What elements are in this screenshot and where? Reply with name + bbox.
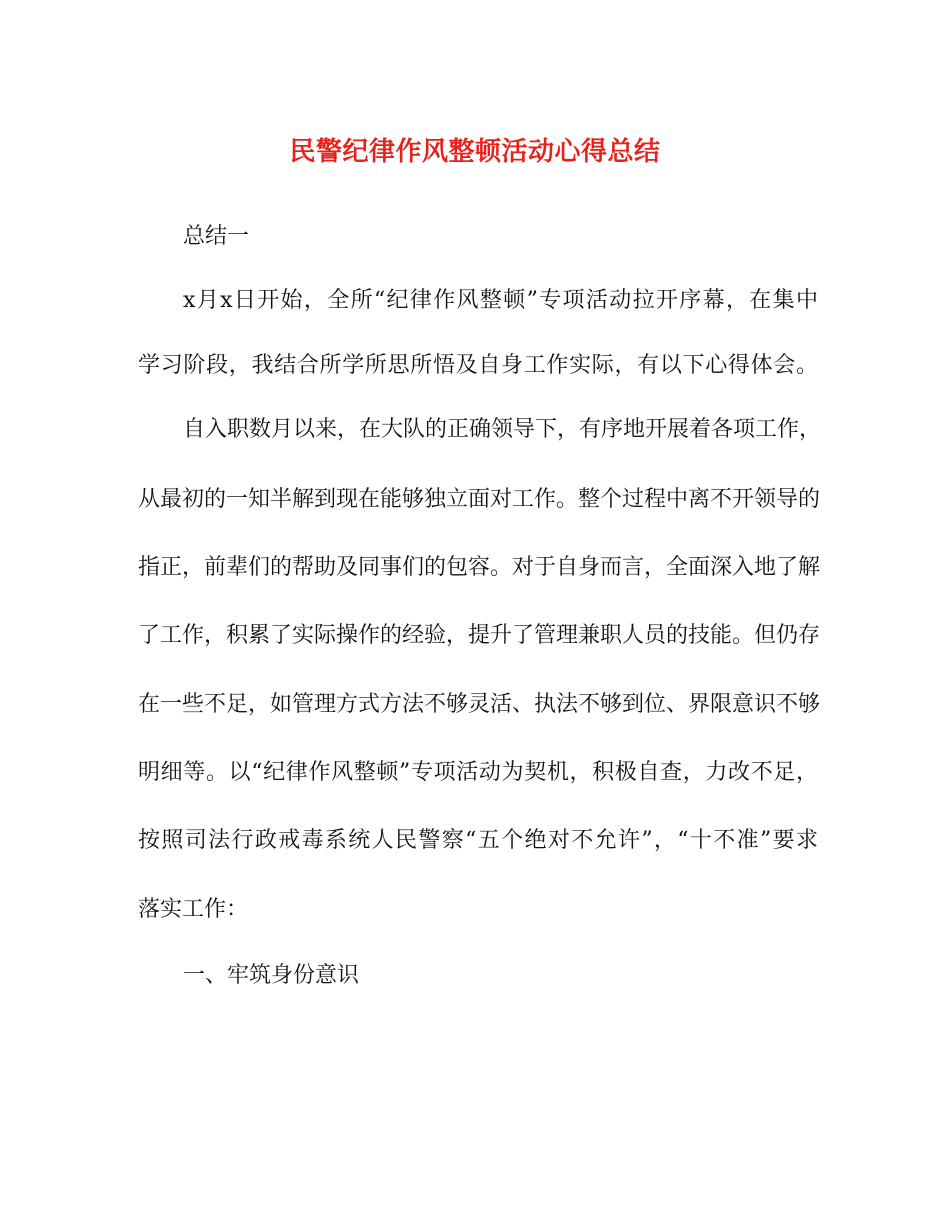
subsection-heading: 一、牢筑身份意识 <box>183 963 360 988</box>
document-title: 民警纪律作风整顿活动心得总结 <box>289 137 661 167</box>
paragraph-line: 自入职数月以来，在大队的正确领导下，有序地开展着各项工作， <box>183 417 822 442</box>
paragraph-line: 指正，前辈们的帮助及同事们的包容。对于自身而言，全面深入地了解 <box>138 555 821 580</box>
paragraph-line: x月x日开始，全所“纪律作风整顿”专项活动拉开序幕，在集中 <box>183 288 818 313</box>
paragraph-line: 落实工作： <box>138 897 249 922</box>
paragraph-line: 在一些不足，如管理方式方法不够灵活、执法不够到位、界限意识不够 <box>138 692 821 717</box>
paragraph-line: 按照司法行政戒毒系统人民警察“五个绝对不允许”，“十不准”要求 <box>138 828 818 853</box>
paragraph-line: 从最初的一知半解到现在能够独立面对工作。整个过程中离不开领导的 <box>138 487 821 512</box>
paragraph-line: 学习阶段，我结合所学所思所悟及自身工作实际，有以下心得体会。 <box>138 353 818 378</box>
section-heading-summary-one: 总结一 <box>183 224 250 249</box>
paragraph-line: 明细等。以“纪律作风整顿”专项活动为契机，积极自查，力改不足， <box>138 760 818 785</box>
paragraph-line: 了工作，积累了实际操作的经验，提升了管理兼职人员的技能。但仍存 <box>138 623 821 648</box>
